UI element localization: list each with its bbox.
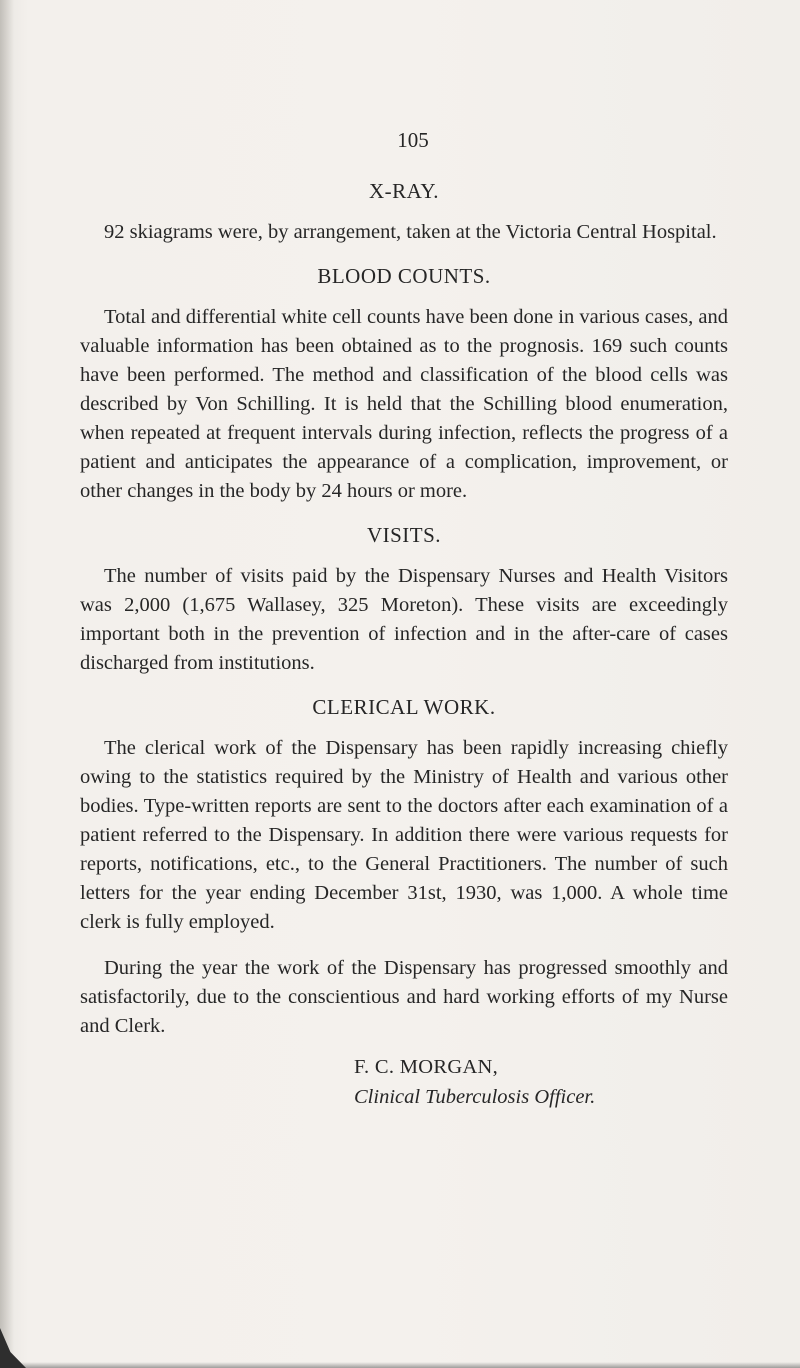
section-heading: CLERICAL WORK. bbox=[312, 695, 496, 719]
page-edge-shadow bbox=[0, 0, 14, 1368]
signature-name: F. C. MORGAN, bbox=[354, 1056, 499, 1078]
section-heading: X-RAY. bbox=[368, 179, 440, 203]
section-heading: BLOOD COUNTS. bbox=[317, 264, 491, 288]
section-clerical-work bbox=[80, 695, 728, 1041]
page-content bbox=[80, 128, 728, 1112]
paragraph: Total and differential white cell counts have been done in various cases, and valuable information has been obtained as to the prognosis. 169 such counts have been performed. The method and classification of the blood cells was described by Von Schilling. It is held that the Schilling blood enumeration, when repeated at frequent intervals during infection, reflects the progress of a patient and anticipates the appearance of a complication, improvement, or other changes in the body by 24 hours or more. bbox=[80, 306, 728, 502]
paragraph: During the year the work of the Dispensary has progressed smoothly and satisfactorily, due to the conscientious and hard working efforts of my Nurse and Clerk. bbox=[80, 957, 728, 1037]
signature-title: Clinical Tuberculosis Officer. bbox=[354, 1086, 596, 1108]
section-visits bbox=[80, 523, 728, 678]
page-number: 105 bbox=[397, 128, 429, 152]
section-x-ray bbox=[80, 179, 728, 247]
signature-block bbox=[80, 1052, 728, 1112]
paragraph: The clerical work of the Dispensary has been rapidly increasing chiefly owing to the statistics required by the Ministry of Health and various other bodies. Type-written reports are sent to the doctors after each examination of a patient referred to the Dispensary. In addition there were various requests for reports, notifications, etc., to the General Practitioners. The number of such letters for the year ending December 31st, 1930, was 1,000. A whole time clerk is fully employed. bbox=[80, 737, 728, 933]
section-heading: VISITS. bbox=[366, 523, 442, 547]
page-bottom-edge bbox=[0, 1362, 800, 1368]
paragraph: The number of visits paid by the Dispensary Nurses and Health Visitors was 2,000 (1,675 Wallasey, 325 Moreton). These visits are exceedingly important both in the prevention of infection and in the after-care of cases discharged from institutions. bbox=[80, 565, 728, 674]
section-blood-counts bbox=[80, 264, 728, 506]
paragraph: 92 skiagrams were, by arrangement, taken at the Victoria Central Hospital. bbox=[104, 221, 717, 243]
